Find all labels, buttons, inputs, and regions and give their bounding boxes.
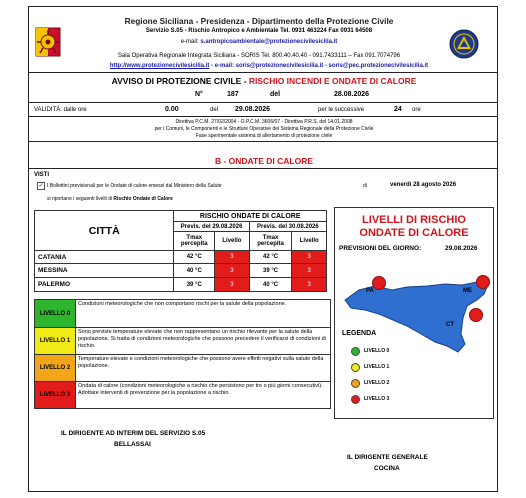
email-link[interactable]: s.antropicoambientale@protezionecivilesicilia.it	[200, 39, 338, 45]
notice-del-label: del	[270, 91, 281, 98]
notice-title-black: AVVISO DI PROTEZIONE CIVILE -	[111, 76, 249, 86]
level-swatch: LIVELLO 3	[35, 382, 76, 409]
validity-ore: ore	[412, 107, 421, 113]
alert-document	[28, 6, 498, 492]
bulletin-date: venerdì 28 agosto 2026	[390, 182, 457, 188]
ct-label: CT	[446, 322, 454, 328]
legend-title: LEGENDA	[342, 330, 377, 337]
validity-label: VALIDITÀ: dalle ore	[34, 107, 87, 113]
level-row	[35, 355, 331, 382]
legend-label: LIVELLO 1	[364, 364, 390, 370]
bulletin-di: di	[363, 183, 367, 189]
notice-date: 28.08.2026	[334, 91, 370, 98]
directive-3: Fase sperimentale sistema di allertamento di protezione civile	[195, 133, 333, 139]
right-signatory-title: IL DIRIGENTE GENERALE	[347, 454, 428, 461]
city-header: CITTÀ	[35, 211, 174, 251]
catania-marker[interactable]	[469, 308, 483, 322]
validity-del: del	[210, 107, 219, 113]
level-swatch: LIVELLO 0	[35, 300, 76, 328]
level-description: Ondata di calore (condizioni meteorologiche a rischio che persistono per tre o più giorni consecutivi). Adottare interventi di prevenzione per la popolazione a rischio.	[76, 382, 331, 409]
table-row	[35, 251, 327, 264]
level-description: Sono previste temperature elevate che non rappresentano un rischio rilevante per la salute della popolazione. Si tratta di condizioni meteorologiche che possono precedere il verificarsi di condizioni di rischio.	[76, 328, 331, 355]
validity-hours: 24	[394, 106, 402, 113]
level-row	[35, 328, 331, 355]
map-title-1: LIVELLI DI RISCHIO	[362, 214, 466, 226]
protezione-civile-logo	[449, 29, 479, 59]
level-description: Condizioni meteorologiche che non comportano rischi per la salute della popolazione.	[76, 300, 331, 328]
divider	[29, 168, 497, 169]
web-link[interactable]: http://www.protezionecivilesicilia.it	[109, 63, 210, 69]
email-label: e-mail:	[180, 39, 201, 45]
web-rest: - e-mail: soris@protezionecivilesicilia.it - soris@pec.protezionecivilesicilia.it	[209, 63, 429, 69]
map-title-2: ONDATE DI CALORE	[359, 227, 469, 239]
directive-2: per i Comuni, le Componenti e le Strutture Operative del Sistema Regionale della Protezione Civile	[154, 126, 374, 132]
visti-label: VISTI	[34, 172, 50, 178]
livello-header-2: Livello	[292, 232, 327, 251]
table-row	[35, 264, 327, 278]
level-row	[35, 382, 331, 409]
notice-title	[29, 76, 499, 86]
section-title: B - ONDATE DI CALORE	[214, 156, 314, 166]
tmax-header-1: Tmax percepita	[174, 232, 215, 251]
tmax-value: 40 °C	[249, 278, 292, 292]
table-row	[35, 278, 327, 292]
messina-marker[interactable]	[476, 275, 490, 289]
reported-prefix: si riportano i seguenti livelli di	[47, 196, 114, 202]
email-line	[69, 39, 449, 46]
org-title: Regione Siciliana - Presidenza - Dipartimento della Protezione Civile	[124, 16, 394, 26]
bulletin-text: I Bollettini previsionali per le Ondate di calore emessi dal Ministero della Salute	[47, 183, 222, 189]
notice-number: 187	[227, 91, 239, 98]
city-name: MESSINA	[35, 264, 174, 278]
prev2-header: Previs. del 30.08.2026	[249, 222, 326, 232]
pa-label: PA	[366, 288, 374, 294]
map-panel	[334, 207, 494, 419]
tmax-header-2: Tmax percepita	[249, 232, 292, 251]
levels-table	[34, 299, 331, 409]
service-line: Servizio S.05 - Rischio Antropico e Ambientale Tel. 0931 463224 Fax 0931 64508	[145, 28, 373, 34]
tmax-value: 42 °C	[249, 251, 292, 264]
city-name: CATANIA	[35, 251, 174, 264]
me-label: ME	[463, 288, 472, 294]
prev1-header: Previs. del 29.08.2026	[174, 222, 249, 232]
left-signatory-name: BELLASSAI	[114, 441, 151, 448]
legend-label: LIVELLO 3	[364, 396, 390, 402]
level-cell: 3	[292, 278, 327, 292]
divider	[29, 72, 497, 73]
regione-logo	[35, 27, 61, 57]
reported-line	[47, 196, 173, 202]
notice-n-label: N°	[195, 91, 203, 98]
level-row	[35, 300, 331, 328]
validity-date: 29.08.2026	[235, 106, 271, 113]
validity-from-hour: 0.00	[165, 106, 179, 113]
right-signatory-name: COCINA	[374, 465, 400, 472]
legend-dot-0	[351, 347, 360, 356]
risk-table	[34, 210, 327, 292]
legend-label: LIVELLO 2	[364, 380, 390, 386]
risk-table-title: RISCHIO ONDATE DI CALORE	[174, 211, 327, 222]
divider	[29, 141, 497, 142]
level-description: Temperature elevate e condizioni meteorologiche che possono avere effetti negativi sulla salute della popolazione.	[76, 355, 331, 382]
tmax-value: 40 °C	[174, 264, 215, 278]
palermo-marker[interactable]	[372, 276, 386, 290]
forecast-label: PREVISIONI DEL GIORNO:	[339, 245, 422, 252]
level-cell: 3	[215, 278, 250, 292]
left-signatory-title: IL DIRIGENTE AD INTERIM DEL SERVIZIO S.05	[61, 430, 206, 437]
legend-dot-1	[351, 363, 360, 372]
level-cell: 3	[215, 264, 250, 278]
level-swatch: LIVELLO 2	[35, 355, 76, 382]
level-cell: 3	[292, 251, 327, 264]
reported-bold: Rischio Ondate di Calore	[113, 196, 173, 202]
level-cell: 3	[215, 251, 250, 264]
city-name: PALERMO	[35, 278, 174, 292]
legend-dot-3	[351, 395, 360, 404]
tmax-value: 42 °C	[174, 251, 215, 264]
bulletin-checkbox[interactable]: ✓	[38, 183, 44, 189]
legend-label: LIVELLO 0	[364, 348, 390, 354]
directive-1: Direttiva P.C.M. 27/02/2004 - O.P.C.M. 3606/07 - Direttiva P.R.S. del 14.01.2008	[175, 119, 353, 125]
legend-dot-2	[351, 379, 360, 388]
validity-succ-label: per le successive	[318, 107, 365, 113]
forecast-date: 29.08.2026	[445, 245, 478, 252]
livello-header-1: Livello	[215, 232, 250, 251]
level-cell: 3	[292, 264, 327, 278]
divider	[29, 116, 497, 117]
soris-line: Sala Operativa Regionale Integrata Siciliana - SORIS Tel. 800.40.40.40 - 091.7433111 – Fax 091.7074796	[117, 53, 401, 59]
notice-title-red: RISCHIO INCENDI E ONDATE DI CALORE	[248, 76, 417, 86]
tmax-value: 39 °C	[174, 278, 215, 292]
divider	[29, 102, 497, 103]
web-line	[69, 63, 469, 70]
level-swatch: LIVELLO 1	[35, 328, 76, 355]
tmax-value: 39 °C	[249, 264, 292, 278]
